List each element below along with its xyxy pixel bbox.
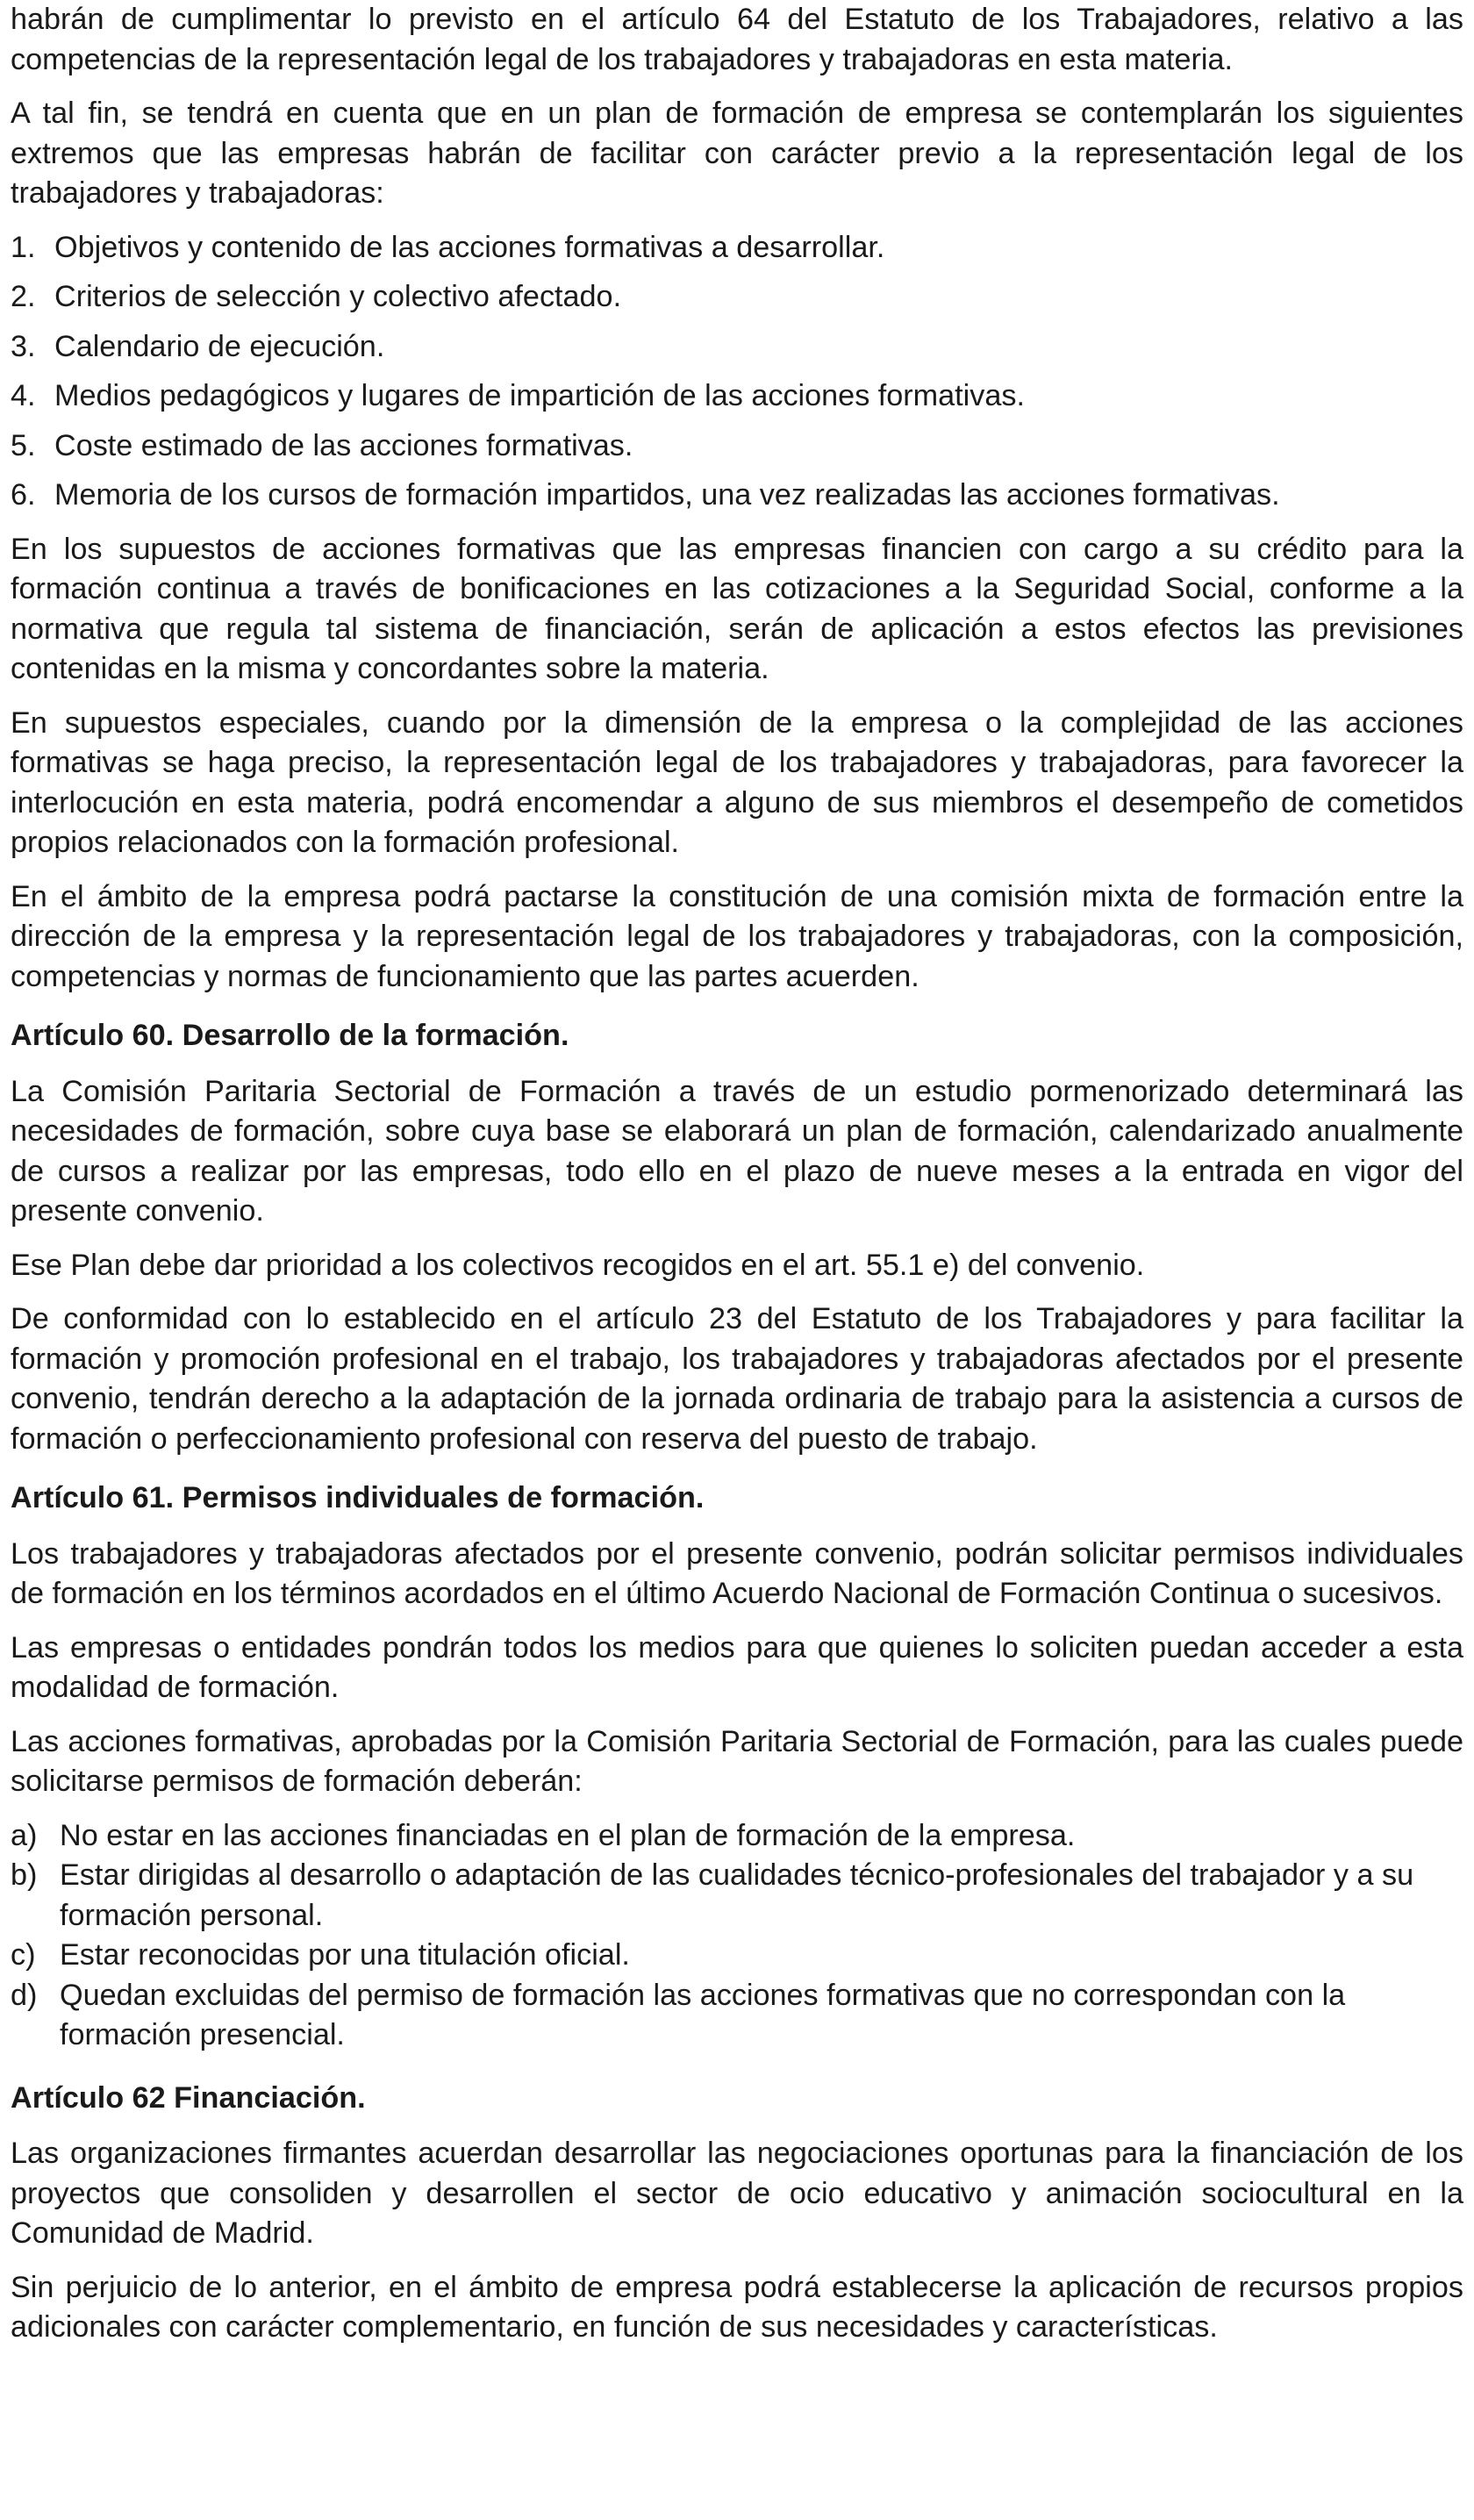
intro-paragraph: A tal fin, se tendrá en cuenta que en un plan de formación de empresa se contemplarán los siguientes extremos que las empresas habrán de facilitar con carácter previo a la representación legal de los trabajadores y trabajadoras: — [11, 97, 1463, 210]
article-61-paragraph: Las acciones formativas, aprobadas por la Comisión Paritaria Sectorial de Formación, para las cuales puede solicitarse permisos de formación deberán: — [11, 1724, 1463, 1798]
list-letter: d) — [11, 1978, 38, 2012]
list-item-text: Memoria de los cursos de formación impartidos, una vez realizadas las acciones formativas. — [54, 478, 1280, 512]
article-61-heading: Artículo 61. Permisos individuales de formación. — [11, 1481, 705, 1514]
list-number: 4. — [11, 379, 36, 412]
list-item-text: Calendario de ejecución. — [54, 329, 385, 363]
list-number: 5. — [11, 428, 36, 462]
article-60-heading: Artículo 60. Desarrollo de la formación. — [11, 1019, 569, 1052]
list-letter: c) — [11, 1938, 36, 1972]
body-paragraph: En el ámbito de la empresa podrá pactarse la constitución de una comisión mixta de formación entre la dirección de la empresa y la representación legal de los trabajadores y trabajadoras, con la composición, competencias y normas de funcionamiento que las partes acuerden. — [11, 879, 1463, 993]
list-item-text: No estar en las acciones financiadas en el plan de formación de la empresa. — [60, 1818, 1076, 1852]
list-item-text: Medios pedagógicos y lugares de impartición de las acciones formativas. — [54, 379, 1025, 412]
list-number: 2. — [11, 280, 36, 313]
list-item — [11, 376, 1463, 417]
list-item — [11, 1936, 1463, 1976]
document-page — [11, 0, 1463, 2362]
intro-paragraph: habrán de cumplimentar lo previsto en el artículo 64 del Estatuto de los Trabajadores, relativo a las competencias de la representación legal de los trabajadores y trabajadoras en esta materia. — [11, 3, 1463, 76]
list-number: 3. — [11, 329, 36, 363]
list-item-text: Estar reconocidas por una titulación oficial. — [60, 1938, 630, 1972]
list-item-text: Estar dirigidas al desarrollo o adaptación de las cualidades técnico-profesionales del trabajador y a su formación personal. — [60, 1858, 1414, 1932]
article-62-paragraph: Las organizaciones firmantes acuerdan desarrollar las negociaciones oportunas para la financiación de los proyectos que consoliden y desarrollen el sector de ocio educativo y animación sociocultural en la Comunidad de Madrid. — [11, 2137, 1463, 2250]
article-62-paragraph: Sin perjuicio de lo anterior, en el ámbito de empresa podrá establecerse la aplicación de recursos propios adicionales con carácter complementario, en función de sus necesidades y características. — [11, 2270, 1463, 2344]
article-60-paragraph: La Comisión Paritaria Sectorial de Formación a través de un estudio pormenorizado determinará las necesidades de formación, sobre cuya base se elaborará un plan de formación, calendarizado anualmente de cursos a realizar por las empresas, todo ello en el plazo de nueve meses a la entrada en vigor del presente convenio. — [11, 1074, 1463, 1228]
article-61-paragraph: Las empresas o entidades pondrán todos los medios para que quienes lo soliciten puedan acceder a esta modalidad de formación. — [11, 1630, 1463, 1704]
list-item — [11, 327, 1463, 368]
article-62-heading: Artículo 62 Financiación. — [11, 2080, 366, 2115]
article-61-paragraph: Los trabajadores y trabajadoras afectados por el presente convenio, podrán solicitar permisos individuales de formación en los términos acordados en el último Acuerdo Nacional de Formación Continua o sucesivos. — [11, 1536, 1463, 1610]
list-item-text: Criterios de selección y colectivo afectado. — [54, 280, 622, 313]
article-60-paragraph: Ese Plan debe dar prioridad a los colectivos recogidos en el art. 55.1 e) del convenio. — [11, 1248, 1145, 1282]
list-item — [11, 277, 1463, 318]
article-60-paragraph: De conformidad con lo establecido en el artículo 23 del Estatuto de los Trabajadores y para facilitar la formación y promoción profesional en el trabajo, los trabajadores y trabajadoras afectados por el presente convenio, tendrán derecho a la adaptación de la jornada ordinaria de trabajo para la asistencia a cursos de formación o perfeccionamiento profesional con reserva del puesto de trabajo. — [11, 1302, 1463, 1456]
list-item — [11, 1856, 1463, 1936]
conditions-list — [11, 1816, 1463, 2056]
list-item — [11, 476, 1463, 516]
list-item — [11, 228, 1463, 268]
list-number: 6. — [11, 478, 36, 512]
list-letter: b) — [11, 1858, 38, 1892]
list-item-text: Objetivos y contenido de las acciones formativas a desarrollar. — [54, 230, 885, 264]
list-item-text: Quedan excluidas del permiso de formación las acciones formativas que no correspondan con la formación presencial. — [60, 1978, 1346, 2051]
list-number: 1. — [11, 230, 36, 264]
body-paragraph: En supuestos especiales, cuando por la dimensión de la empresa o la complejidad de las acciones formativas se haga preciso, la representación legal de los trabajadores y trabajadoras, para favorecer la interlocución en esta materia, podrá encomendar a alguno de sus miembros el desempeño de cometidos propios relacionados con la formación profesional. — [11, 705, 1463, 859]
plan-extremes-list — [11, 228, 1463, 516]
list-letter: a) — [11, 1818, 38, 1852]
body-paragraph: En los supuestos de acciones formativas que las empresas financien con cargo a su crédito para la formación continua a través de bonificaciones en las cotizaciones a la Seguridad Social, conforme a la normativa que regula tal sistema de financiación, serán de aplicación a estos efectos las previsiones contenidas en la misma y concordantes sobre la materia. — [11, 532, 1463, 685]
list-item — [11, 1976, 1463, 2056]
list-item — [11, 1816, 1463, 1857]
list-item — [11, 426, 1463, 467]
list-item-text: Coste estimado de las acciones formativas. — [54, 428, 633, 462]
